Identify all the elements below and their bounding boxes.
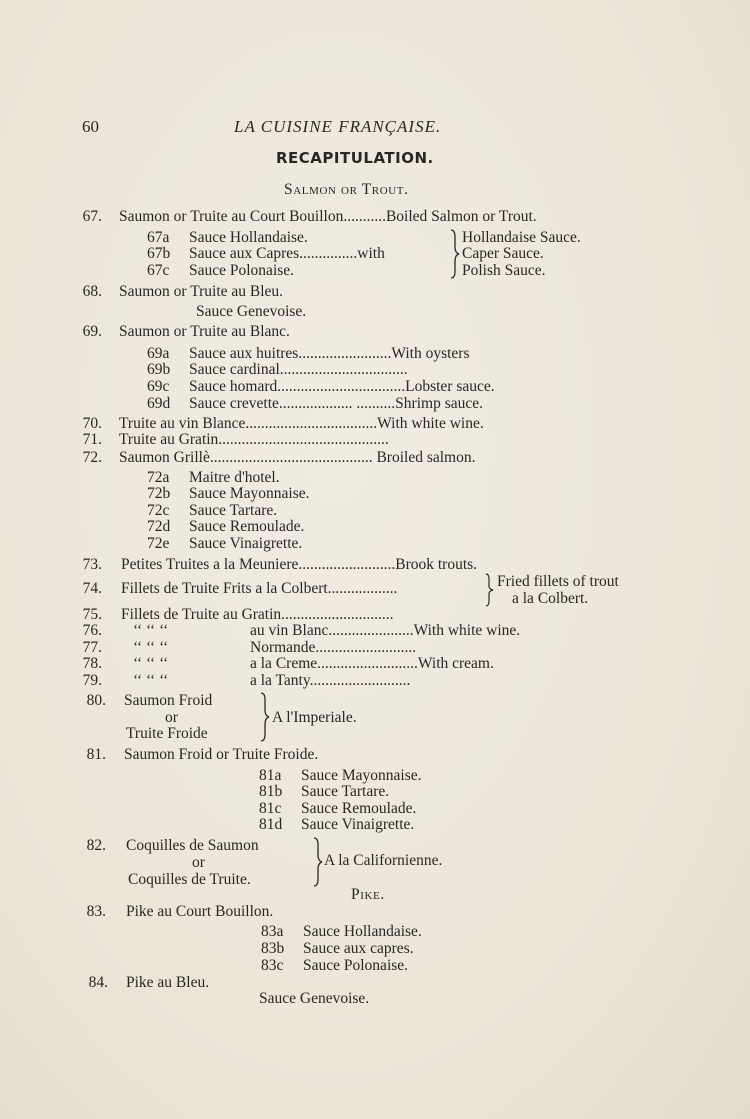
sub-code: 67a bbox=[147, 229, 170, 246]
sub-text: Sauce Tartare. bbox=[301, 783, 390, 800]
sub-text: Sauce aux Capres...............with bbox=[189, 245, 385, 262]
entry-text: Saumon or Truite au Bleu. bbox=[119, 283, 284, 300]
sub-code: 72a bbox=[147, 469, 170, 486]
entry-text: Saumon Froid or Truite Froide. bbox=[124, 746, 319, 763]
entry-text: au vin Blanc......................With white wine. bbox=[250, 622, 521, 639]
entry-number: 74. bbox=[82, 580, 102, 597]
entry-number: 80. bbox=[86, 692, 106, 709]
sub-text: Sauce Tartare. bbox=[189, 502, 278, 519]
sub-code: 81d bbox=[259, 816, 283, 833]
brace-icon bbox=[484, 573, 494, 607]
translation-text: a la Colbert. bbox=[512, 590, 589, 607]
sub-text: Sauce cardinal................................. bbox=[189, 361, 408, 378]
sub-text: Sauce aux capres. bbox=[303, 940, 414, 957]
entry-number: 71. bbox=[82, 431, 102, 448]
sub-code: 81b bbox=[259, 783, 283, 800]
ditto-marks: ‘‘ ‘‘ ‘‘ bbox=[133, 655, 169, 672]
page-number: 60 bbox=[82, 117, 99, 136]
entry-text: Saumon Grillè.......................................... Broiled salmon. bbox=[119, 449, 476, 466]
entry-text: a la Creme..........................With cream. bbox=[250, 655, 494, 672]
ditto-marks: ‘‘ ‘‘ ‘‘ bbox=[133, 672, 169, 689]
sub-text: Sauce crevette................... ..........Shrimp sauce. bbox=[189, 395, 483, 412]
sub-code: 72d bbox=[147, 518, 171, 535]
sub-code: 69c bbox=[147, 378, 170, 395]
entry-text: Saumon or Truite au Court Bouillon...........Boiled Salmon or Trout. bbox=[119, 208, 537, 225]
entry-number: 69. bbox=[82, 323, 102, 340]
sub-code: 72b bbox=[147, 485, 171, 502]
sub-code: 81a bbox=[259, 767, 282, 784]
sub-text: Sauce Genevoise. bbox=[259, 990, 370, 1007]
sub-text: Sauce Vinaigrette. bbox=[301, 816, 415, 833]
entry-number: 68. bbox=[82, 283, 102, 300]
entry-text: Truite Froide bbox=[126, 725, 208, 742]
sub-text: Sauce Remoulade. bbox=[189, 518, 305, 535]
sub-text: Sauce Hollandaise. bbox=[189, 229, 308, 246]
sub-text: Sauce Mayonnaise. bbox=[301, 767, 422, 784]
sub-text: Maitre d'hotel. bbox=[189, 469, 280, 486]
sub-code: 81c bbox=[259, 800, 282, 817]
entry-number: 72. bbox=[82, 449, 102, 466]
entry-text: Truite au vin Blance..................................With white wine. bbox=[119, 415, 484, 432]
sub-code: 69b bbox=[147, 361, 171, 378]
sub-code: 67c bbox=[147, 262, 170, 279]
sub-code: 69a bbox=[147, 345, 170, 362]
entry-number: 79. bbox=[82, 672, 102, 689]
entry-text: or bbox=[192, 854, 205, 871]
sub-code: 72e bbox=[147, 535, 170, 552]
section-heading-salmon: Salmon or Trout. bbox=[284, 181, 409, 198]
sub-code: 83c bbox=[261, 957, 284, 974]
entry-number: 82. bbox=[86, 837, 106, 854]
entry-text: Truite au Gratin............................................ bbox=[119, 431, 389, 448]
entry-text: or bbox=[165, 709, 178, 726]
sub-code: 72c bbox=[147, 502, 170, 519]
sub-text: Sauce aux huitres........................With oysters bbox=[189, 345, 470, 362]
entry-text: Petites Truites a la Meuniere.........................Brook trouts. bbox=[121, 556, 478, 573]
running-title: LA CUISINE FRANÇAISE. bbox=[234, 117, 442, 136]
entry-text: Pike au Bleu. bbox=[126, 974, 210, 991]
sub-code: 83b bbox=[261, 940, 285, 957]
brace-icon bbox=[311, 837, 323, 887]
entry-number: 76. bbox=[82, 622, 102, 639]
entry-text: Saumon or Truite au Blanc. bbox=[119, 323, 290, 340]
entry-text: Coquilles de Saumon bbox=[126, 837, 259, 854]
sub-text: Sauce Polonaise. bbox=[189, 262, 295, 279]
sub-text: Sauce Genevoise. bbox=[196, 303, 307, 320]
translation-text: A la Californienne. bbox=[324, 852, 443, 869]
ditto-marks: ‘‘ ‘‘ ‘‘ bbox=[133, 639, 169, 656]
entry-number: 81. bbox=[86, 746, 106, 763]
entry-number: 67. bbox=[82, 208, 102, 225]
section-heading-pike: Pike. bbox=[351, 886, 385, 903]
ditto-marks: ‘‘ ‘‘ ‘‘ bbox=[133, 622, 169, 639]
sub-text: Sauce homard.................................Lobster sauce. bbox=[189, 378, 495, 395]
translation-text: Polish Sauce. bbox=[462, 262, 546, 279]
translation-text: Hollandaise Sauce. bbox=[462, 229, 581, 246]
sub-text: Sauce Remoulade. bbox=[301, 800, 417, 817]
entry-number: 84. bbox=[88, 974, 108, 991]
entry-number: 78. bbox=[82, 655, 102, 672]
translation-text: Caper Sauce. bbox=[462, 245, 544, 262]
entry-text: Coquilles de Truite. bbox=[128, 871, 251, 888]
sub-code: 83a bbox=[261, 923, 284, 940]
entry-number: 70. bbox=[82, 415, 102, 432]
sub-text: Sauce Vinaigrette. bbox=[189, 535, 303, 552]
entry-text: Fillets de Truite au Gratin............................. bbox=[121, 606, 394, 623]
entry-number: 73. bbox=[82, 556, 102, 573]
entry-text: a la Tanty.......................... bbox=[250, 672, 411, 689]
entry-number: 83. bbox=[86, 903, 106, 920]
sub-code: 69d bbox=[147, 395, 171, 412]
translation-text: A l'Imperiale. bbox=[272, 709, 357, 726]
entry-number: 77. bbox=[82, 639, 102, 656]
sub-text: Sauce Mayonnaise. bbox=[189, 485, 310, 502]
sub-text: Sauce Polonaise. bbox=[303, 957, 409, 974]
brace-icon bbox=[258, 692, 270, 742]
entry-text: Fillets de Truite Frits a la Colbert.................. bbox=[121, 580, 398, 597]
sub-text: Sauce Hollandaise. bbox=[303, 923, 422, 940]
entry-text: Pike au Court Bouillon. bbox=[126, 903, 274, 920]
brace-icon bbox=[448, 229, 460, 279]
translation-text: Fried fillets of trout bbox=[497, 573, 619, 590]
page-title: RECAPITULATION. bbox=[276, 149, 434, 167]
entry-text: Saumon Froid bbox=[124, 692, 213, 709]
entry-text: Normande.......................... bbox=[250, 639, 417, 656]
sub-code: 67b bbox=[147, 245, 171, 262]
entry-number: 75. bbox=[82, 606, 102, 623]
